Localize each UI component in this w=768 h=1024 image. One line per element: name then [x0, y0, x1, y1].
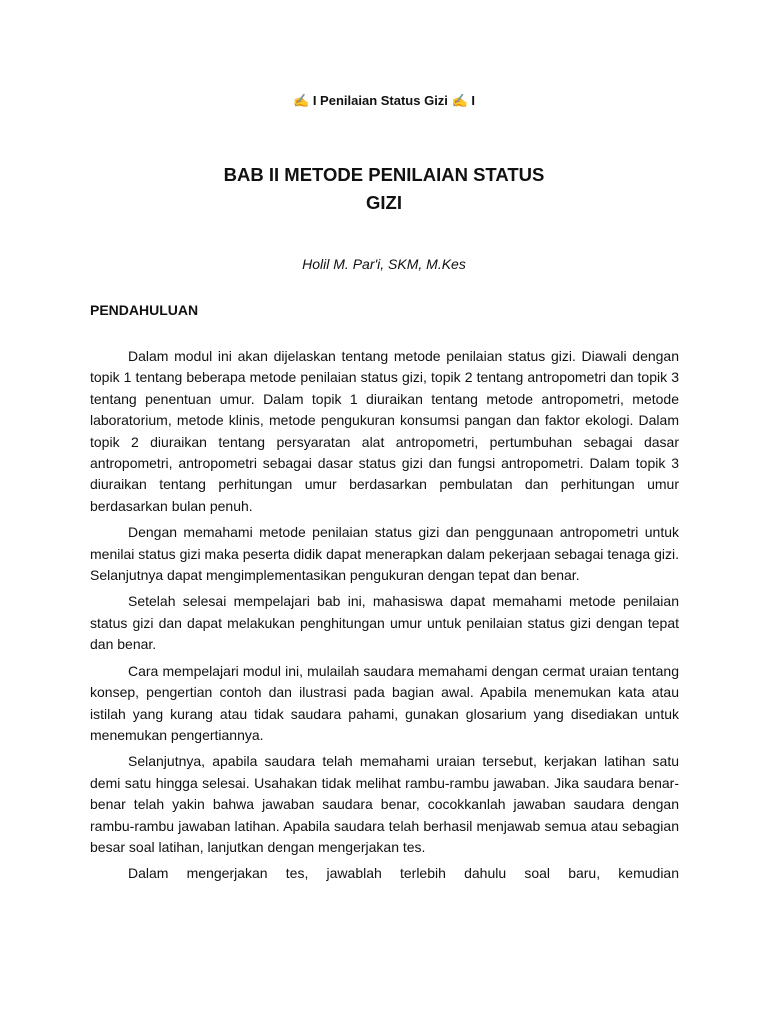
paragraph: Cara mempelajari modul ini, mulailah saudara memahami dengan cermat uraian tentang konsep, pengertian contoh dan ilustrasi pada bagian awal. Apabila menemukan kata atau istilah yang kurang atau tidak saudara pahami, gunakan glosarium yang disediakan untuk menemukan pengertiannya.	[90, 662, 679, 743]
chapter-title	[0, 161, 768, 217]
chapter-title-line-1: BAB II METODE PENILAIAN STATUS	[223, 164, 545, 185]
section-heading: PENDAHULUAN	[90, 302, 199, 318]
running-header: ✍ I Penilaian Status Gizi ✍ I	[293, 93, 475, 108]
paragraph: Dalam mengerjakan tes, jawablah terlebih dahulu soal baru, kemudian	[128, 865, 679, 882]
paragraph: Dengan memahami metode penilaian status gizi dan penggunaan antropometri untuk menilai status gizi maka peserta didik dapat menerapkan dalam pekerjaan sebagai tenaga gizi. Selanjutnya dapat mengimplementasikan pengukuran dengan tepat dan benar.	[90, 524, 679, 584]
paragraph: Dalam modul ini akan dijelaskan tentang metode penilaian status gizi. Diawali dengan topik 1 tentang beberapa metode penilaian status gizi, topik 2 tentang antropometri dan topik 3 tentang penentuan umur. Dalam topik 1 diuraikan tentang metode antropometri, metode laboratorium, metode klinis, metode pengukuran konsumsi pangan dan faktor ekologi. Dalam topik 2 diuraikan tentang persyaratan alat antropometri, pertumbuhan sebagai dasar antropometri, antropometri sebagai dasar status gizi dan fungsi antropometri. Dalam topik 3 diuraikan tentang perhitungan umur berdasarkan pembulatan dan perhitungan umur berdasarkan bulan penuh.	[90, 348, 679, 514]
paragraph: Selanjutnya, apabila saudara telah memahami uraian tersebut, kerjakan latihan satu demi satu hingga selesai. Usahakan tidak melihat rambu-rambu jawaban. Jika saudara benar- benar telah yakin bahwa jawaban saudara benar, cocokkanlah jawaban saudara dengan rambu-rambu jawaban latihan. Apabila saudara telah berhasil menjawab semua atau sebagian besar soal latihan, lanjutkan dengan mengerjakan tes.	[90, 753, 679, 855]
chapter-title-line-2: GIZI	[366, 192, 402, 213]
paragraph: Setelah selesai mempelajari bab ini, mahasiswa dapat memahami metode penilaian status gizi dan dapat melakukan penghitungan umur untuk penilaian status gizi dengan tepat dan benar.	[90, 593, 679, 653]
author-name: Holil M. Par'i, SKM, M.Kes	[302, 256, 466, 272]
body-text	[90, 346, 679, 890]
